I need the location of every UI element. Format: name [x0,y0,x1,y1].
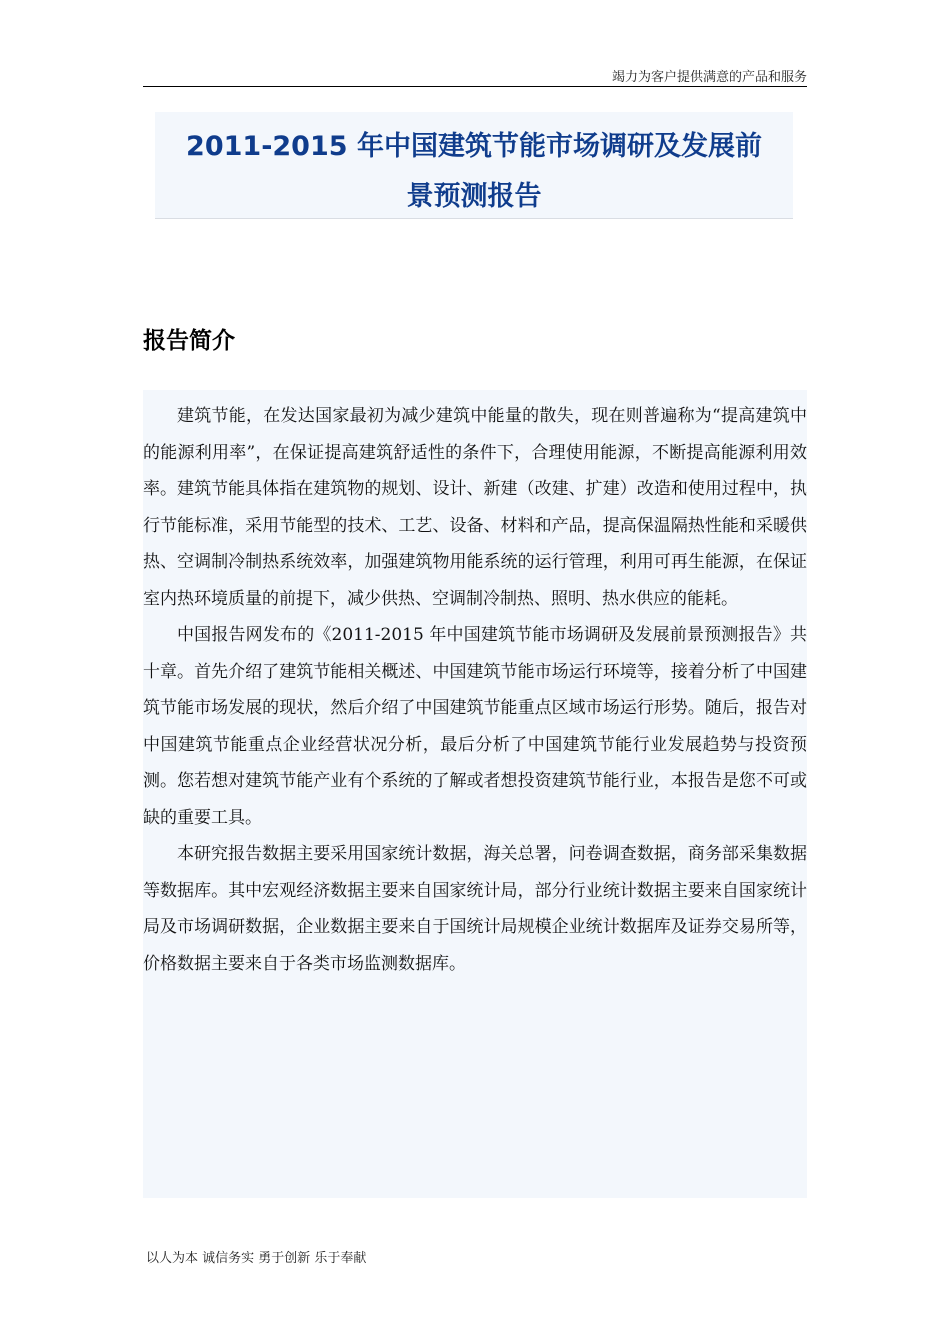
section-heading: 报告简介 [143,328,235,354]
report-introduction [143,398,807,982]
header-divider [143,86,807,87]
header-slogan: 竭力为客户提供满意的产品和服务 [611,70,807,85]
document-title [155,112,793,222]
title-banner [155,112,793,219]
paragraph-data-sources: 本研究报告数据主要采用国家统计数据，海关总署，问卷调查数据，商务部采集数据等数据库。其中宏观经济数据主要来自国家统计局，部分行业统计数据主要来自国家统计局及市场调研数据，企业数据主要来自于国统计局规模企业统计数据库及证券交易所等，价格数据主要来自于各类市场监测数据库。 [143,844,807,974]
title-line-2: 景预测报告 [406,181,542,212]
paragraph-building-energy-definition: 建筑节能，在发达国家最初为减少建筑中能量的散失，现在则普遍称为“提高建筑中的能源利用率”，在保证提高建筑舒适性的条件下，合理使用能源，不断提高能源利用效率。建筑节能具体指在建筑物的规划、设计、新建（改建、扩建）改造和使用过程中，执行节能标准，采用节能型的技术、工艺、设备、材料和产品，提高保温隔热性能和采暖供热、空调制冷制热系统效率，加强建筑物用能系统的运行管理，利用可再生能源，在保证室内热环境质量的前提下，减少供热、空调制冷制热、照明、热水供应的能耗。 [143,406,807,609]
title-line-1: 2011-2015 年中国建筑节能市场调研及发展前 [186,131,762,162]
paragraph-report-overview: 中国报告网发布的《2011-2015 年中国建筑节能市场调研及发展前景预测报告》共十章。首先介绍了建筑节能相关概述、中国建筑节能市场运行环境等，接着分析了中国建筑节能市场发展的现状，然后介绍了中国建筑节能重点区域市场运行形势。随后，报告对中国建筑节能重点企业经营状况分析，最后分析了中国建筑节能行业发展趋势与投资预测。您若想对建筑节能产业有个系统的了解或者想投资建筑节能行业，本报告是您不可或缺的重要工具。 [143,625,807,828]
footer-motto: 以人为本 诚信务实 勇于创新 乐于奉献 [146,1251,367,1266]
